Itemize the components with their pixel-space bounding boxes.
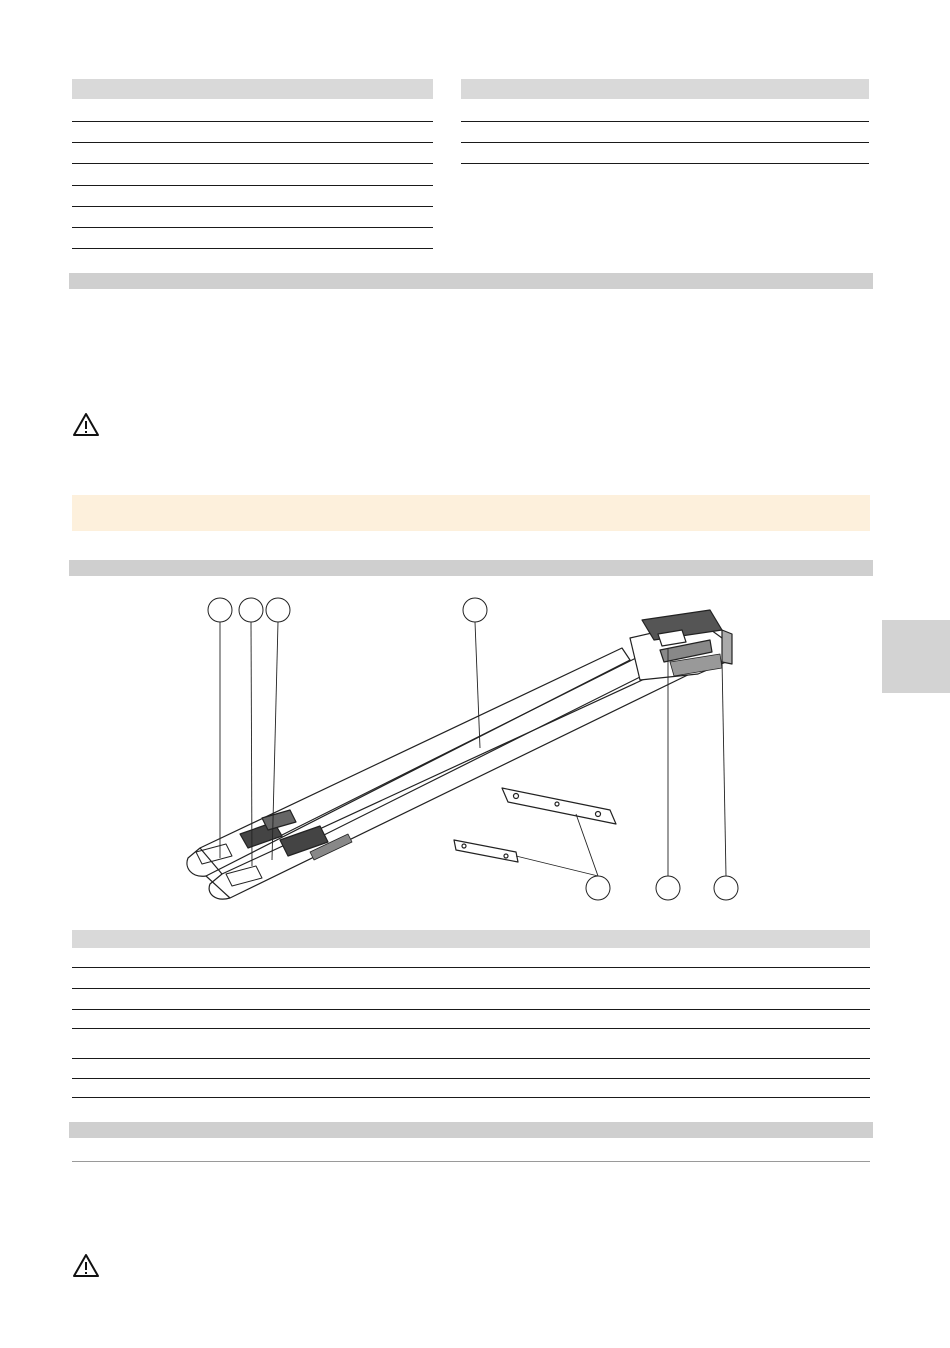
- warning-triangle-icon: [72, 412, 100, 438]
- table-left-row-rule: [72, 227, 433, 228]
- table-parts-row-rule: [72, 988, 870, 989]
- table-right-row-rule: [461, 163, 869, 164]
- pallet-fork-figure: [170, 590, 770, 910]
- table-left-row-rule: [72, 248, 433, 249]
- table-parts-header: [72, 930, 870, 948]
- section-heading-bar: [69, 1122, 873, 1138]
- table-left-row-rule: [72, 121, 433, 122]
- table-left-row-rule: [72, 163, 433, 164]
- section-heading-bar: [69, 560, 873, 576]
- table-right-header: [461, 79, 869, 99]
- chapter-side-tab: [882, 620, 950, 693]
- table-parts-row-rule: [72, 1078, 870, 1079]
- callout-circle: [714, 876, 738, 900]
- notice-box: [72, 495, 870, 531]
- callout-circle: [208, 598, 232, 622]
- callout-circle: [239, 598, 263, 622]
- table-parts-row-rule: [72, 1058, 870, 1059]
- table-left-header: [72, 79, 433, 99]
- table-parts-row-rule: [72, 967, 870, 968]
- table-left-row-rule: [72, 142, 433, 143]
- table-left-row-rule: [72, 185, 433, 186]
- table-left-row-rule: [72, 206, 433, 207]
- table-right-row-rule: [461, 142, 869, 143]
- table-parts-row-rule: [72, 1009, 870, 1010]
- table-parts-row-rule: [72, 1028, 870, 1029]
- callout-circle: [463, 598, 487, 622]
- section-underline: [72, 1161, 870, 1162]
- callout-circle: [656, 876, 680, 900]
- callout-circle: [266, 598, 290, 622]
- warning-triangle-icon: [72, 1253, 100, 1279]
- section-heading-bar: [69, 273, 873, 289]
- table-parts-row-rule: [72, 1097, 870, 1098]
- callout-circle: [586, 876, 610, 900]
- table-right-row-rule: [461, 121, 869, 122]
